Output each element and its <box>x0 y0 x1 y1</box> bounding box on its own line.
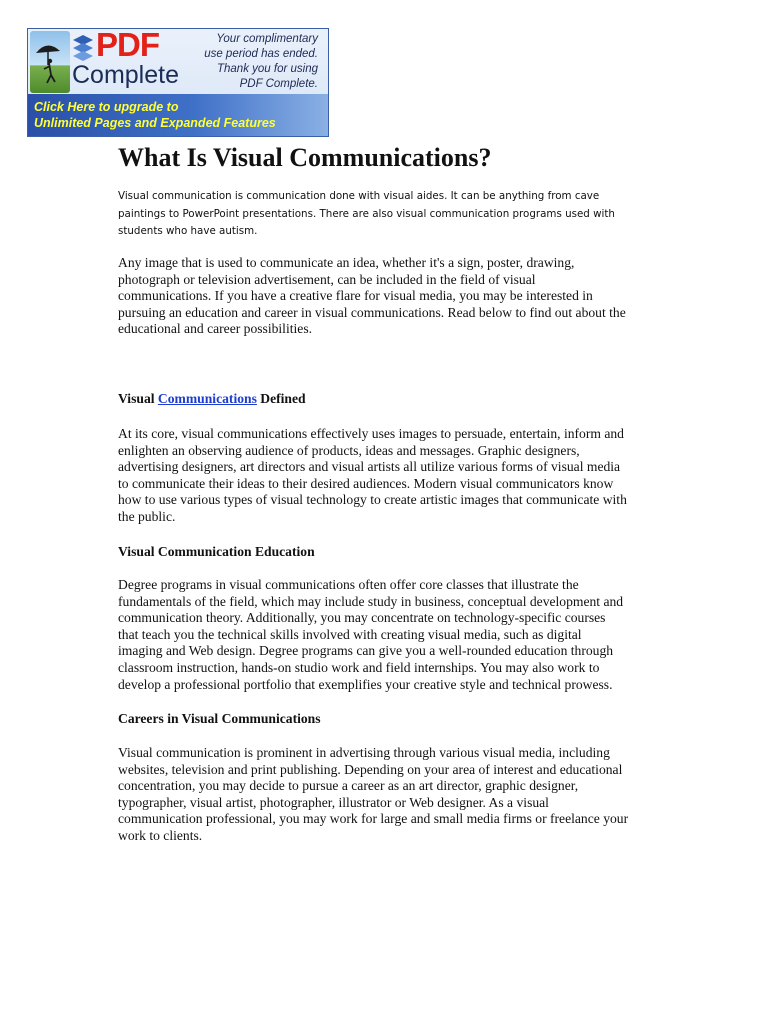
text-line: enlighten an observing audience of products, ideas and messages. Graphic designers, <box>118 442 580 458</box>
text-line: At its core, visual communications effectively uses images to persuade, entertain, inform and <box>118 426 624 441</box>
section-heading-defined <box>118 391 306 407</box>
umbrella-figure-icon <box>30 31 70 93</box>
upgrade-link[interactable] <box>28 94 328 136</box>
overview-paragraph <box>118 255 626 338</box>
intro-paragraph <box>118 188 615 241</box>
text-line: classroom instruction, hands-on studio work and field internships. You may also work to <box>118 659 600 675</box>
notice-line: Thank you for using <box>216 63 318 75</box>
text-line: communications. If you have a creative flare for visual media, you may be interested in <box>118 288 593 304</box>
text-line: communication professional, you may work for large and small media firms or freelance your <box>118 811 629 827</box>
text-line: educational and career possibilities. <box>118 321 313 337</box>
text-line: concentration, you may decide to pursue a career as an art director, graphic designer, <box>118 778 579 794</box>
intro-line: paintings to PowerPoint presentations. There are also visual communication programs used with <box>118 207 615 220</box>
text-line: to communicate their ideas to their desired audiences. Modern visual communicators know <box>118 475 614 491</box>
text-line: typographer, visual artist, photographer, illustrator or Web designer. As a visual <box>118 794 549 810</box>
text-line: that teach you the technical skills involved with creating visual media, such as digital <box>118 626 582 642</box>
text-line: develop a professional portfolio that exemplifies your creative style and technical prowess. <box>118 676 613 692</box>
notice-line: use period has ended. <box>204 48 318 60</box>
notice-line: PDF Complete. <box>239 78 318 90</box>
careers-paragraph <box>118 745 628 845</box>
brand-complete: Complete <box>72 61 179 89</box>
banner-top <box>28 29 328 95</box>
section-heading-careers: Careers in Visual Communications <box>118 711 321 726</box>
page-title: What Is Visual Communications? <box>118 143 492 172</box>
communications-link[interactable]: Communications <box>157 391 257 406</box>
text-line: Visual communication is prominent in advertising through various visual media, including <box>118 745 610 760</box>
upgrade-line[interactable]: Unlimited Pages and Expanded Features <box>34 116 276 130</box>
intro-line: students who have autism. <box>118 225 258 237</box>
education-paragraph <box>118 577 623 693</box>
text-line: how to use various types of visual technology to create artistic images that communicate with <box>118 492 627 508</box>
text-line: work to clients. <box>118 827 203 843</box>
text-line: Degree programs in visual communications often offer core classes that illustrate the <box>118 577 579 592</box>
layers-icon <box>72 33 94 63</box>
text-line: communication theory. Additionally, you may concentrate on technology-specific courses <box>118 610 606 626</box>
text-line: photograph or television advertisement, can be included in the field of visual <box>118 271 536 287</box>
upgrade-line[interactable]: Click Here to upgrade to <box>34 100 179 114</box>
section-heading-education: Visual Communication Education <box>118 544 315 559</box>
trial-notice <box>178 32 318 92</box>
text-line: fundamentals of the field, which may include study in business, conceptual development and <box>118 593 624 609</box>
text-line: pursuing an education and career in visual communications. Read below to find out about the <box>118 304 626 320</box>
notice-line: Your complimentary <box>216 33 318 45</box>
text-line: imaging and Web design. Degree programs can give you a well-rounded education through <box>118 643 614 659</box>
intro-line: Visual communication is communication done with visual aides. It can be anything from cave <box>118 190 600 202</box>
brand-pdf: PDF <box>96 28 159 63</box>
pdf-complete-banner[interactable] <box>27 28 329 137</box>
heading-text: Visual <box>118 391 158 406</box>
heading-text: Defined <box>256 391 306 406</box>
text-line: Any image that is used to communicate an idea, whether it's a sign, poster, drawing, <box>118 255 575 270</box>
text-line: the public. <box>118 508 176 524</box>
text-line: advertising designers, art directors and visual artists all utilize various forms of visual media <box>118 459 621 475</box>
text-line: websites, television and print publishing. Depending on your area of interest and educational <box>118 761 623 777</box>
defined-paragraph <box>118 426 627 526</box>
